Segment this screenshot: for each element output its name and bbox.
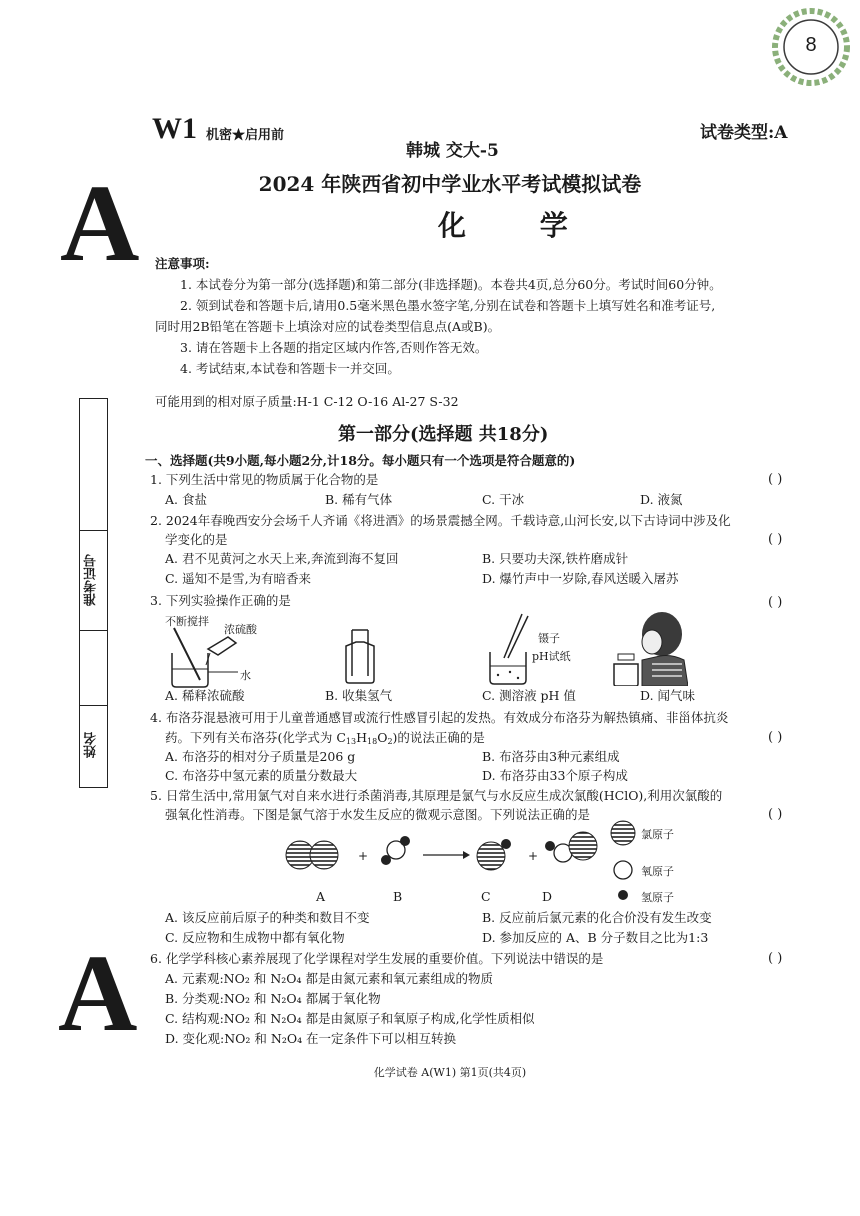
q5-label-c: C: [481, 889, 491, 904]
q2-option-a: A. 君不见黄河之水天上来,奔流到海不复回: [165, 551, 399, 566]
q2-option-c: C. 遥知不是雪,为有暗香来: [165, 571, 312, 586]
paper-type: 试卷类型:A: [700, 123, 788, 143]
q2-stem-line2: 学变化的是: [165, 532, 228, 547]
section1-intro: 一、选择题(共9小题,每小题2分,计18分。每小题只有一个选项是符合题意的): [145, 453, 576, 468]
q6-option-d: D. 变化观:NO₂ 和 N₂O₄ 在一定条件下可以相互转换: [165, 1031, 457, 1046]
q3-label-water: 水: [240, 669, 251, 682]
q6-stem: 6. 化学学科核心素养展现了化学课程对学生发展的重要价值。下列说法中错误的是: [150, 951, 604, 966]
q6-answer-paren[interactable]: ( ): [768, 951, 783, 966]
notice-item-3: 3. 请在答题卡上各题的指定区域内作答,否则作答无效。: [180, 340, 488, 355]
notice-item-2-cont: 同时用2B铅笔在答题卡上填涂对应的试卷类型信息点(A或B)。: [155, 319, 501, 334]
confidential-label: 机密★启用前: [206, 128, 285, 143]
q5-label-a: A: [316, 889, 326, 904]
atomic-mass-line: 可能用到的相对原子质量:H-1 C-12 O-16 Al-27 S-32: [155, 394, 459, 409]
q1-answer-paren[interactable]: ( ): [768, 472, 783, 487]
q4-stem-line2: 药。下列有关布洛芬(化学式为 $C_{13}H_{18}O_2$)的说法正确的是: [165, 730, 485, 746]
q5-answer-paren[interactable]: ( ): [768, 807, 783, 822]
q6-option-c: C. 结构观:NO₂ 和 N₂O₄ 都是由氮原子和氧原子构成,化学性质相似: [165, 1011, 535, 1026]
q1-option-b: B. 稀有气体: [325, 492, 393, 507]
q3-label-stir: 不断搅拌: [165, 615, 209, 628]
q4-option-b: B. 布洛芬由3种元素组成: [482, 749, 620, 764]
paper-type-letter-top: A: [60, 162, 140, 284]
q1-option-a: A. 食盐: [165, 492, 207, 507]
q5-option-a: A. 该反应前后原子的种类和数目不变: [165, 910, 370, 925]
q3-stem: 3. 下列实验操作正确的是: [150, 593, 291, 608]
svg-text:+: +: [358, 849, 369, 863]
q3-figure-a-dilution: [160, 625, 250, 690]
q3-option-b: B. 收集氢气: [325, 688, 393, 703]
q3-option-d: D. 闻气味: [640, 688, 696, 703]
subject-title: 化 学: [438, 209, 600, 242]
side-divider-3: [79, 705, 108, 706]
q5-option-c: C. 反应物和生成物中都有氧化物: [165, 930, 345, 945]
exam-title: 2024 年陕西省初中学业水平考试模拟试卷: [258, 172, 642, 196]
q5-option-b: B. 反应前后氯元素的化合价没有发生改变: [482, 910, 712, 925]
q3-label-ph-paper: pH试纸: [532, 650, 571, 663]
q3-label-acid: 浓硫酸: [224, 623, 257, 636]
q4-answer-paren[interactable]: ( ): [768, 730, 783, 745]
q4-option-d: D. 布洛芬由33个原子构成: [482, 768, 628, 783]
q5-label-b: B: [393, 889, 403, 904]
exam-id-label: 准考证号: [84, 554, 99, 606]
q2-option-d: D. 爆竹声中一岁除,春风送暖入屠苏: [482, 571, 679, 586]
notice-heading: 注意事项:: [155, 256, 210, 271]
q4-option-c: C. 布洛芬中氢元素的质量分数最大: [165, 768, 358, 783]
legend-oxygen: 氧原子: [641, 865, 674, 878]
q1-option-d: D. 液氮: [640, 492, 683, 507]
side-divider-2: [79, 630, 108, 631]
q2-stem-line1: 2. 2024年春晚西安分会场千人齐诵《将进酒》的场景震撼全网。千载诗意,山河长安,以下古诗词中涉及化: [150, 513, 731, 528]
q6-option-b: B. 分类观:NO₂ 和 N₂O₄ 都属于氧化物: [165, 991, 381, 1006]
q4-option-a: A. 布洛芬的相对分子质量是206 g: [165, 749, 356, 764]
q3-option-c: C. 测溶液 pH 值: [482, 688, 576, 703]
q3-option-a: A. 稀释浓硫酸: [165, 688, 245, 703]
school-label: 韩城 交大-5: [406, 141, 499, 161]
notice-item-1: 1. 本试卷分为第一部分(选择题)和第二部分(非选择题)。本卷共4页,总分60分。考试时间60分钟。: [180, 277, 722, 292]
legend-hydrogen: 氢原子: [641, 891, 674, 904]
q5-stem-line2: 强氧化性消毒。下图是氯气溶于水发生反应的微观示意图。下列说法正确的是: [165, 807, 591, 822]
paper-type-letter-bottom: A: [58, 932, 138, 1054]
laurel-badge: [770, 6, 852, 88]
name-label: 姓名: [84, 732, 99, 758]
q3-figure-b-gas-bottle: [338, 628, 382, 684]
side-divider-1: [79, 530, 108, 531]
legend-chlorine: 氯原子: [641, 828, 674, 841]
q3-label-tweezer: 镊子: [538, 632, 560, 645]
paper-code: W1: [152, 112, 197, 145]
q6-option-a: A. 元素观:NO₂ 和 N₂O₄ 都是由氮元素和氧元素组成的物质: [165, 971, 494, 986]
q3-answer-paren[interactable]: ( ): [768, 595, 783, 610]
q2-answer-paren[interactable]: ( ): [768, 532, 783, 547]
q2-option-b: B. 只要功夫深,铁杵磨成针: [482, 551, 629, 566]
q1-stem: 1. 下列生活中常见的物质属于化合物的是: [150, 472, 379, 487]
badge-number: 8: [805, 34, 817, 56]
svg-text:+: +: [528, 849, 539, 863]
q5-stem-line1: 5. 日常生活中,常用氯气对自来水进行杀菌消毒,其原理是氯气与水反应生成次氯酸(HClO),利用次氯酸的: [150, 788, 723, 803]
notice-item-4: 4. 考试结束,本试卷和答题卡一并交回。: [180, 361, 400, 376]
q4-stem-line1: 4. 布洛芬混悬液可用于儿童普通感冒或流行性感冒引起的发热。有效成分布洛芬为解热镇痛、非甾体抗炎: [150, 710, 729, 725]
notice-item-2: 2. 领到试卷和答题卡后,请用0.5毫米黑色墨水签字笔,分别在试卷和答题卡上填写姓名和准考证号,: [180, 298, 716, 313]
q5-label-d: D: [542, 889, 553, 904]
q3-figure-c-ph-test: [482, 612, 542, 690]
q3-figure-d-smelling: [612, 608, 688, 686]
page-footer: 化学试卷 A(W1) 第1页(共4页): [373, 1066, 527, 1079]
section1-title: 第一部分(选择题 共18分): [338, 424, 549, 445]
q5-option-d: D. 参加反应的 A、B 分子数目之比为1:3: [482, 930, 709, 945]
q1-option-c: C. 干冰: [482, 492, 525, 507]
